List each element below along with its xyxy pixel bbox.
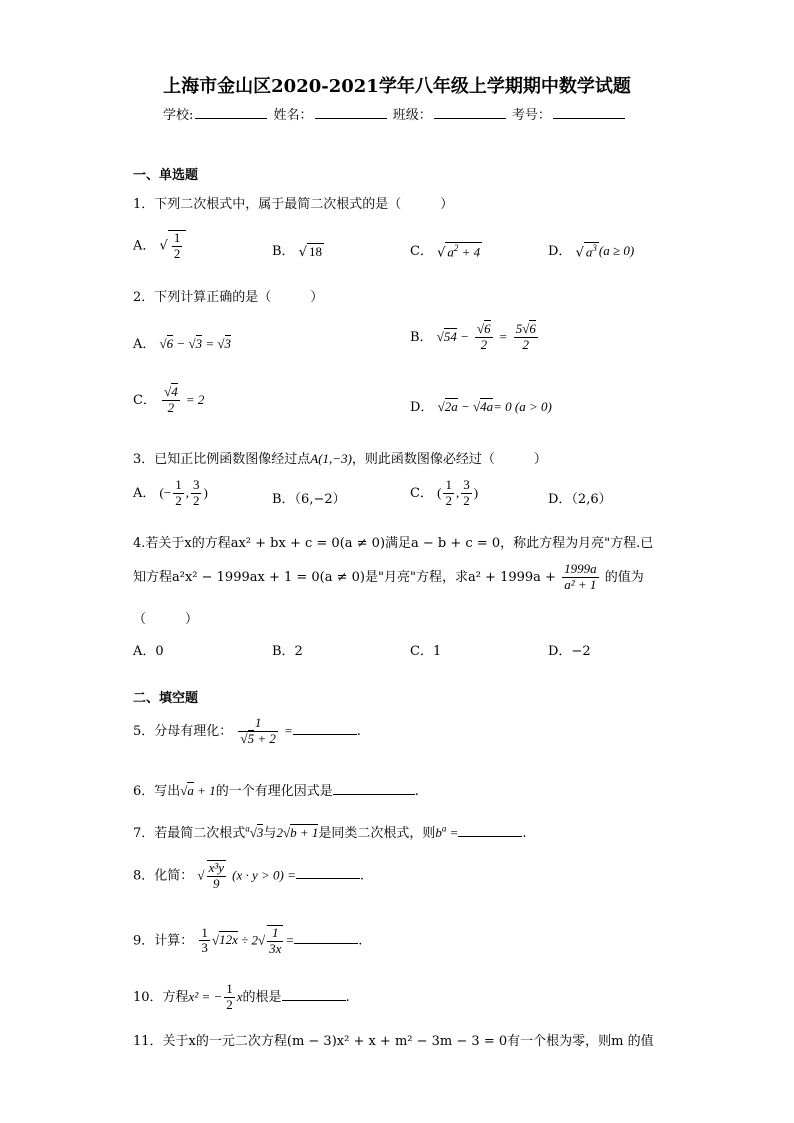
page-title: 上海市金山区2020-2021学年八年级上学期期中数学试题	[163, 76, 631, 97]
q1-option-c[interactable]: C． √ $a^2 + 4$	[410, 243, 481, 261]
school-label: 学校:	[163, 108, 194, 123]
q7-answer-blank[interactable]	[458, 822, 522, 837]
name-blank[interactable]	[315, 104, 387, 119]
q6-answer-blank[interactable]	[333, 780, 415, 795]
q2-option-d[interactable]: D． √2a − √4a= 0 (a > 0)	[410, 399, 552, 415]
id-label: 考号：	[511, 108, 551, 123]
section-single-choice: 一、单选题	[133, 168, 199, 183]
q2-option-a[interactable]: A． √6 − √3 = √3	[133, 336, 232, 352]
question-4-line-1: 4.若关于x的方程ax² + bx + c = 0(a ≠ 0)满足a − b + c = 0，称此方程为月亮"方程.已	[133, 536, 654, 551]
q1-option-d[interactable]: D． √ $a^3$ (a ≥ 0)	[548, 243, 635, 261]
question-1: 1．下列二次根式中，属于最简二次根式的是（ ）	[133, 197, 454, 212]
q3-option-d[interactable]: D．（2,6）	[548, 492, 612, 507]
student-info-line	[163, 104, 627, 123]
question-9: 9．计算： $\frac{1}{3}$ √12x ÷ 2√ $\frac{1}{3x}$ = .	[133, 924, 363, 956]
question-4-line-2: 知方程a²x² − 1999ax + 1 = 0(a ≠ 0)是"月亮"方程，求a² + 1999a + $\frac{1999a}{\text{a² + 1}}$ 的值为	[133, 561, 644, 592]
q3-option-a[interactable]: A． (− $\frac{1}{2}$ , $\frac{3}{2}$ )	[133, 477, 208, 508]
q10-answer-blank[interactable]	[282, 986, 346, 1001]
class-label: 班级：	[392, 108, 432, 123]
q4-option-a[interactable]: A．0	[133, 644, 164, 659]
question-11: 11．关于x的一元二次方程(m − 3)x² + x + m² − 3m − 3 = 0有一个根为零，则m 的值	[133, 1034, 654, 1049]
q9-answer-blank[interactable]	[294, 929, 358, 944]
section-fill-blank: 二、填空题	[133, 691, 199, 706]
question-6: 6．写出√a + 1的一个有理化因式是 .	[133, 780, 419, 799]
q3-option-c[interactable]: C． ( $\frac{1}{2}$ , $\frac{3}{2}$ )	[410, 477, 479, 508]
question-3: 3．已知正比例函数图像经过点A(1,−3)，则此函数图像必经过（ ）	[133, 451, 547, 467]
question-10: 10．方程x² = − $\frac{1}{2}$ x的根是 .	[133, 981, 350, 1012]
q1-option-a[interactable]: A． √ $\frac{1}{2}$	[133, 230, 186, 262]
q4-option-d[interactable]: D．−2	[548, 644, 591, 659]
question-2: 2．下列计算正确的是（ ）	[133, 290, 324, 305]
school-blank[interactable]	[195, 104, 267, 119]
q2-option-c[interactable]: C． $\frac{√4}{2}$ = 2	[133, 384, 205, 415]
question-7: 7．若最简二次根式$^a$√3与2√b + 1是同类二次根式，则$b^a$ = .	[133, 823, 527, 841]
name-label: 姓名：	[273, 108, 313, 123]
q2-option-b[interactable]: B． √54 − $\frac{√6}{2}$ = $\frac{5√6}{2}$	[410, 321, 536, 352]
question-8: 8．化简： √ $\frac{\text{x³y}}{9}$ (x · y > 0) = .	[133, 860, 365, 891]
q1-option-b[interactable]: B． √ 18	[272, 244, 322, 260]
q5-answer-blank[interactable]	[293, 720, 357, 735]
q4-option-b[interactable]: B．2	[272, 644, 303, 659]
class-blank[interactable]	[434, 104, 506, 119]
q8-answer-blank[interactable]	[296, 864, 360, 879]
id-blank[interactable]	[553, 104, 625, 119]
q4-option-c[interactable]: C．1	[410, 644, 442, 659]
question-5: 5．分母有理化： $\frac{1}{√5 + 2}$ = .	[133, 715, 361, 746]
question-4-line-3: （ ）	[133, 612, 199, 627]
q3-option-b[interactable]: B．（6,−2）	[272, 492, 346, 507]
